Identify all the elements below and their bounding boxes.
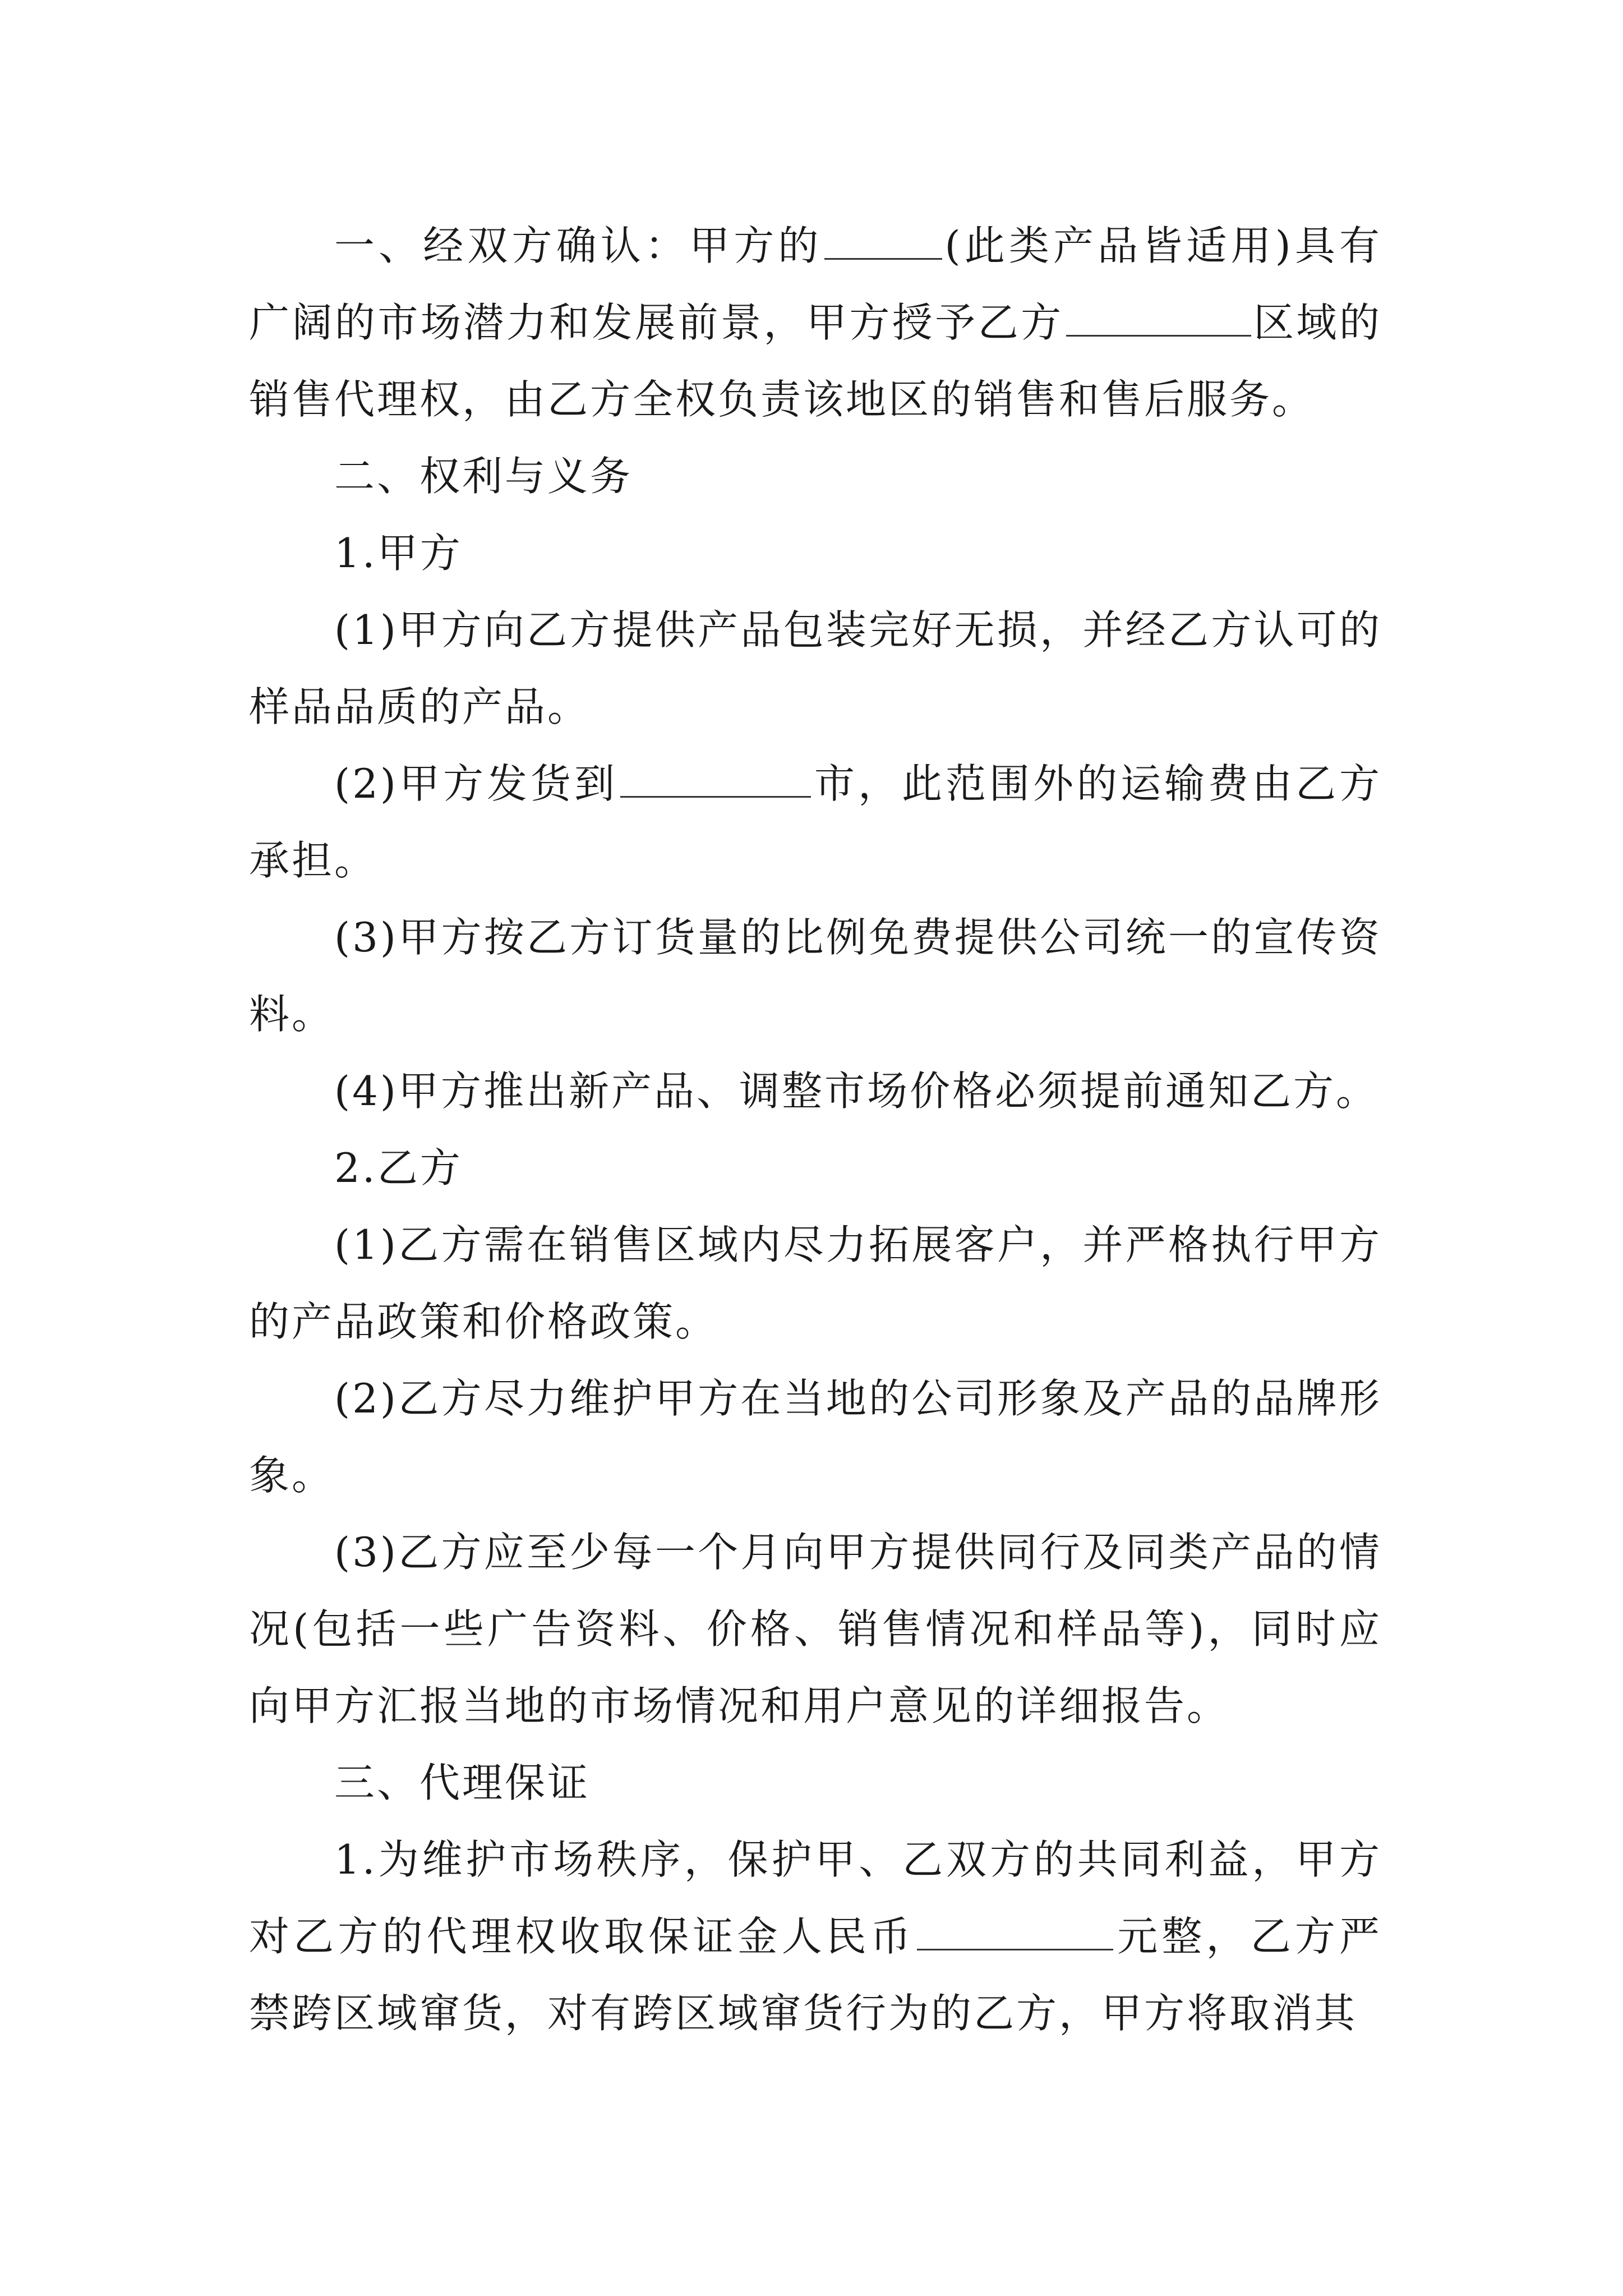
party-a-item-3 <box>249 899 1382 1053</box>
clause-1-paragraph <box>249 208 1382 438</box>
section-heading-guarantee <box>249 1745 1382 1821</box>
text-segment: 1.甲方 <box>334 530 463 577</box>
blank-line-region <box>1066 300 1251 337</box>
text-segment: 区域的销售代理权，由乙方全权负责该地区的销售和售后服务。 <box>249 299 1382 423</box>
party-b-item-1 <box>249 1207 1382 1360</box>
contract-body <box>249 208 1382 2052</box>
text-segment: 2.乙方 <box>334 1144 463 1191</box>
text-segment: 三、代理保证 <box>334 1759 591 1806</box>
text-segment: (4)甲方推出新产品、调整市场价格必须提前通知乙方。 <box>334 1068 1378 1115</box>
text-segment: (2)乙方尽力维护甲方在当地的公司形象及产品的品牌形象。 <box>249 1375 1382 1499</box>
text-segment: (此类产品皆适用)具有广阔的市场潜力和发展前景，甲方授予乙方 <box>249 222 1382 346</box>
party-b-item-3 <box>249 1514 1382 1745</box>
text-segment: 二、权利与义务 <box>334 453 633 500</box>
text-segment: 元整，乙方严禁跨区域窜货，对有跨区域窜货行为的乙方，甲方将取消其 <box>249 1913 1382 2037</box>
party-b-item-2 <box>249 1360 1382 1514</box>
guarantee-item-1 <box>249 1821 1382 2052</box>
text-segment: (1)甲方向乙方提供产品包装完好无损，并经乙方认可的样品品质的产品。 <box>249 606 1382 730</box>
text-segment: 市，此范围外的运输费由乙方承担。 <box>249 760 1382 884</box>
section-heading-rights <box>249 438 1382 515</box>
text-segment: (3)甲方按乙方订货量的比例免费提供公司统一的宣传资料。 <box>249 914 1382 1038</box>
text-segment: (2)甲方发货到 <box>334 760 618 807</box>
blank-line-city <box>620 761 811 798</box>
party-a-item-4 <box>249 1053 1382 1130</box>
text-segment: 1.为维护市场秩序，保护甲、乙双方的共同利益，甲方对乙方的代理权收取保证金人民币 <box>249 1836 1382 1960</box>
text-segment: (1)乙方需在销售区域内尽力拓展客户，并严格执行甲方的产品政策和价格政策。 <box>249 1221 1382 1345</box>
subsection-heading-party-a <box>249 515 1382 592</box>
text-segment: (3)乙方应至少每一个月向甲方提供同行及同类产品的情况(包括一些广告资料、价格、销售情况和样品等)，同时应向甲方汇报当地的市场情况和用户意见的详细报告。 <box>249 1529 1382 1729</box>
blank-line-deposit-amount <box>917 1914 1113 1950</box>
party-a-item-2 <box>249 746 1382 899</box>
text-segment: 一、经双方确认：甲方的 <box>334 222 823 269</box>
blank-line-product <box>824 223 942 260</box>
subsection-heading-party-b <box>249 1130 1382 1207</box>
party-a-item-1 <box>249 592 1382 746</box>
